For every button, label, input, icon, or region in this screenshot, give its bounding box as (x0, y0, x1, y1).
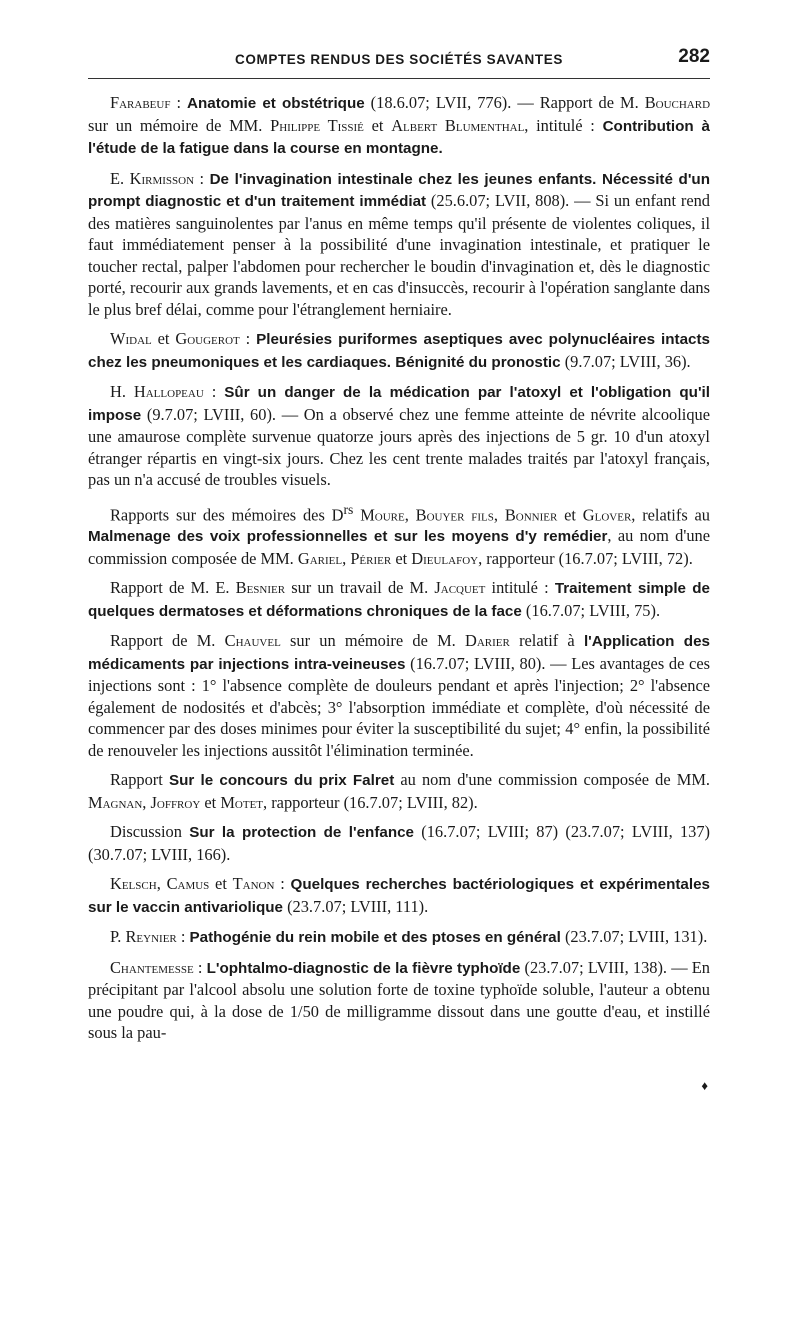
author-name: Gougerot (175, 329, 240, 348)
text-run: , (493, 504, 505, 524)
text-run: , (342, 548, 351, 568)
author-name: Dieulafoy (411, 548, 479, 568)
bold-title: Malmenage des voix professionnelles et sur les moyens d'y remédier (88, 528, 608, 546)
text-run: Rapports sur des mémoires des D (110, 504, 344, 524)
author-name: Joffroy (150, 792, 201, 812)
bold-title: l'Application des médicaments par injections intra-veineuses (88, 633, 710, 673)
superscript: rs (343, 501, 354, 517)
bold-title: Pleurésies puriformes aseptiques avec polynucléaires intacts chez les pneumoniques et les cardiaques. Bénignité du pronostic (88, 331, 711, 371)
author-name: Kirmisson (129, 168, 195, 188)
entry-farabeuf (88, 92, 710, 160)
entry-widal-gougerot (88, 328, 710, 373)
text-run: P. (110, 927, 126, 947)
text-run: et (557, 504, 583, 524)
entry-rapport-besnier (88, 577, 710, 622)
author-name: Bouchard (644, 93, 711, 112)
text-run: sur un mémoire de MM. (88, 115, 271, 135)
author-name: Camus (166, 874, 210, 894)
text-run: (23.7.07; LVIII, 131). (560, 927, 708, 947)
text-run: sur un mémoire de M. (280, 631, 465, 651)
author-name: Farabeuf (110, 93, 171, 112)
text-run: Rapport de M. (110, 631, 225, 651)
bold-title: Sûr un danger de la médication par l'atoxyl et l'obligation qu'il impose (88, 384, 710, 424)
text-run: au nom d'une commission composée de MM. (394, 770, 711, 790)
bold-title: Quelques recherches bactériologiques et expérimentales sur le vaccin antivariolique (88, 876, 710, 916)
text-run: (16.7.07; LVIII, 75). (521, 600, 661, 620)
text-run: : (193, 957, 207, 977)
author-name: Gariel (297, 548, 343, 568)
text-run: : (274, 874, 291, 894)
entry-rapport-falret (88, 769, 710, 813)
entry-discussion-enfance (88, 821, 710, 865)
bold-title: Sur le concours du prix Falret (168, 772, 395, 790)
text-run: Rapport (110, 770, 169, 790)
text-run: et (363, 115, 392, 135)
bold-title: Anatomie et obstétrique (187, 95, 365, 112)
text-run: : (176, 927, 190, 947)
text-run: , relatifs au (631, 504, 710, 524)
text-run: : (203, 382, 225, 401)
text-run: : (239, 329, 257, 348)
text-run: Rapport de M. E. (110, 578, 236, 598)
text-run: : (170, 93, 188, 112)
author-name: Philippe Tissié (270, 115, 364, 135)
text-run: , rapporteur (16.7.07; LVIII, 82). (263, 792, 478, 812)
header-rule (88, 78, 710, 79)
author-name: Glover (582, 504, 632, 524)
entry-hallopeau (88, 381, 710, 491)
author-name: Chauvel (224, 631, 281, 651)
author-name: Moure (360, 504, 405, 524)
text-run: et (391, 548, 412, 568)
author-name: Tanon (232, 874, 275, 894)
text-run: : (194, 168, 210, 188)
bold-title: Contribution à l'étude de la fatigue dans la course en montagne. (88, 117, 710, 157)
page-number: 282 (678, 46, 710, 67)
bold-title: Pathogénie du rein mobile et des ptoses en général (189, 929, 561, 947)
text-run: E. (110, 168, 130, 188)
text-run: (9.7.07; LVIII, 60). — On a observé chez une femme atteinte de névrite alcoolique une amaurose complète survenue quatorze jours après des injections de 5 gr. 10 d'un atoxyl étranger répartis en vingt-six jours. Chez les cent trente malades traités par l'atoxyl français, pas un n'a accusé de troubles visuels. (88, 404, 710, 489)
text-run: , intitulé : (524, 115, 603, 135)
text-run: (25.6.07; LVII, 808). — Si un enfant rend des matières sanguinolentes par l'anus en même temps qu'il présente de violentes coliques, il faut immédiatement penser à la possibilité d'une invagination intestinale, et pratiquer le toucher rectal, palper l'abdomen pour rechercher le boudin d'invagination et, dès le diagnostic porté, recourir aux grands lavements, et en cas d'insuccès, recourir à l'opération sanglante dans le plus bref délai, comme pour l'étranglement herniaire. (88, 191, 710, 319)
bold-title: Traitement simple de quelques dermatoses et déformations chroniques de la face (88, 580, 710, 620)
entry-rapports-moure (88, 499, 710, 570)
margin-mark: ♦ (701, 1078, 708, 1093)
text-run: (18.6.07; LVII, 776). — Rapport de M. (364, 93, 645, 112)
text-run: , (404, 504, 416, 524)
text-run: , (142, 792, 151, 812)
author-name: Reynier (125, 927, 177, 947)
entry-kirmisson (88, 168, 710, 321)
author-name: Albert Blumenthal (391, 115, 525, 135)
document-body (88, 92, 710, 1044)
text-run: , rapporteur (16.7.07; LVIII, 72). (478, 548, 693, 568)
text-run: (23.7.07; LVIII, 111). (282, 896, 429, 916)
text-run: (23.7.07; LVIII, 138). — En précipitant par l'alcool absolu une solution forte de toxine typhoïde soluble, l'auteur a obtenu une poudre qui, à la dose de 1/50 de milligramme dissout dans une goutte d'eau, et instillé sous la pau- (88, 957, 710, 1043)
bold-title: Sur la protection de l'enfance (189, 824, 414, 842)
text-run: (16.7.07; LVIII; 87) (23.7.07; LVIII, 137) (30.7.07; LVIII, 166). (88, 822, 710, 864)
author-name: Hallopeau (133, 382, 204, 401)
author-name: Motet (220, 792, 264, 812)
text-run: et (209, 874, 233, 894)
page-header (88, 44, 710, 74)
text-run: Discussion (110, 822, 190, 842)
author-name: Bonnier (504, 504, 558, 524)
running-head: COMPTES RENDUS DES SOCIÉTÉS SAVANTES (235, 52, 563, 67)
author-name: Chantemesse (110, 957, 194, 977)
text-run: , au nom d'une commission composée de MM. (88, 526, 710, 568)
entry-chantemesse (88, 957, 710, 1044)
entry-kelsch-camus-tanon (88, 873, 710, 918)
text-run: relatif à (509, 631, 584, 651)
entry-rapport-chauvel (88, 630, 710, 761)
author-name: Besnier (235, 578, 286, 598)
author-name: Jacquet (434, 578, 486, 598)
author-name: Bouyer fils (415, 504, 494, 524)
text-run: et (151, 329, 176, 348)
author-name: Magnan (88, 792, 143, 812)
entry-reynier (88, 926, 710, 949)
text-run: (16.7.07; LVIII, 80). — Les avantages de ces injections sont : 1° l'absence complète de douleurs pendant et après l'injection; 2° l'absence également de nodosités et d'abcès; 3° l'absorption immédiate et complète, d'où nécessité de commencer par des doses minimes pour éviter la susceptibilité du sujet; 4° enfin, la possibilité de renouveler les injections aussitôt l'élimination terminée. (88, 653, 710, 760)
text-run: , (156, 874, 167, 894)
author-name: Darier (465, 631, 510, 651)
text-run: sur un travail de M. (285, 578, 435, 598)
bold-title: De l'invagination intestinale chez les jeunes enfants. Nécessité d'un prompt diagnostic et d'un traitement immédiat (88, 170, 710, 210)
text-run: et (200, 792, 221, 812)
text-run: H. (110, 382, 134, 401)
author-name: Widal (110, 329, 152, 348)
bold-title: L'ophtalmo-diagnostic de la fièvre typhoïde (206, 959, 521, 977)
text-run: (9.7.07; LVIII, 36). (560, 351, 691, 371)
author-name: Périer (350, 548, 392, 568)
text-run: intitulé : (485, 578, 555, 598)
author-name: Kelsch (110, 874, 157, 894)
